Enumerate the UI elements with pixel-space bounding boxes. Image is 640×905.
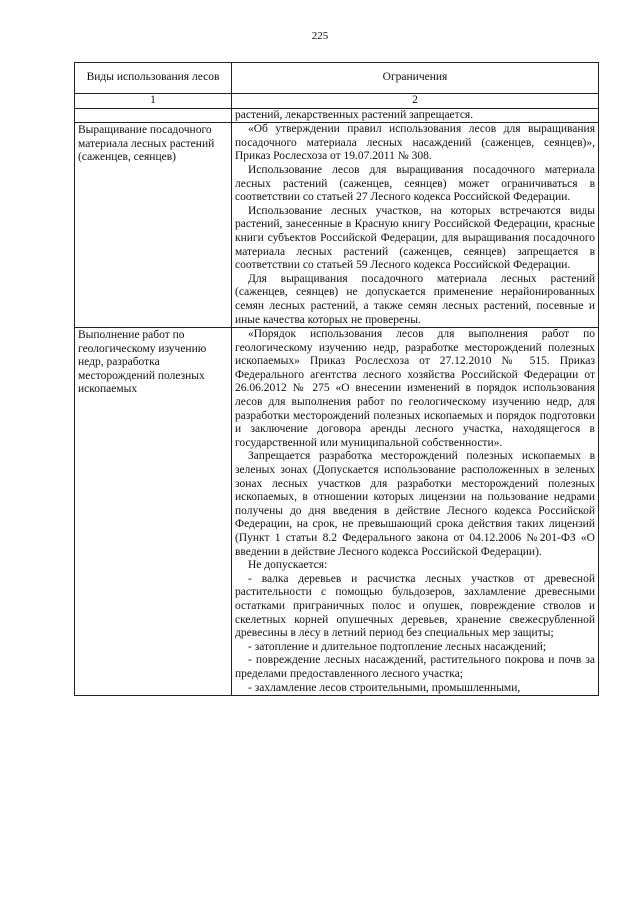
paragraph: - захламление лесов строительными, промышленными, [248,681,521,694]
paragraph: Использование лесных участков, на которых встречаются виды растений, занесенные в Красную книгу Российской Федерации, красные книги субъектов Российской Федерации, для выращивания посадочного материала лесных растений (саженцев, сеянцев) запрещается в соответствии со статьей 59 Лесного кодекса Российской Федерации. [235,204,595,272]
table-row [75,108,599,123]
paragraph: Для выращивания посадочного материала лесных растений (саженцев, сеянцев) не допускается применение нерайонированных семян лесных растений, а также семян лесных растений, посевные и иные качества которых не проверены. [235,272,595,326]
paragraph: Не допускается: [248,559,328,572]
header-usage-types: Виды использования лесов [75,63,232,94]
paragraph: «Порядок использования лесов для выполнения работ по геологическому изучению недр, разработке месторождений полезных ископаемых» Приказ Рослесхоза от 27.12.2010 № 515. Приказ Федерального агентства лесного хозяйства Российской Федерации от 26.06.2012 № 275 «О внесении изменений в порядок использования лесов для выполнения работ по геологическому изучению недр, для разработки месторождений полезных ископаемых и порядок подготовки и заключение договора аренды лесного участка, находящегося в государственной или муниципальной собственности». [235,328,595,449]
paragraph: - затопление и длительное подтопление лесных насаждений; [248,640,547,653]
table-row [75,328,599,696]
continued-text: растений, лекарственных растений запрещается. [235,108,474,121]
page-number: 225 [311,30,329,42]
restrictions-cell [232,328,599,696]
usage-type-cell: Выполнение работ по геологическому изучению недр, разработка месторождений полезных ископаемых [75,328,232,696]
usage-type-cell: Выращивание посадочного материала лесных растений (саженцев, сеянцев) [75,123,232,328]
paragraph: - валка деревьев и расчистка лесных участков от древесной растительности с помощью бульдозеров, захламление древесными остатками приграничных полос и опушек, повреждение стволов и скелетных корней опушечных деревьев, хранение свежесрубленной древесины в лесу в летний период без специальных мер защиты; [235,572,595,640]
paragraph: Использование лесов для выращивания посадочного материала лесных растений (саженцев, сеянцев) может ограничиваться в соответствии со статьей 27 Лесного кодекса Российской Федерации. [235,163,595,204]
table-row [75,123,599,328]
table-header-row [75,63,599,94]
usage-type-cell-empty [75,108,232,123]
column-number-1: 1 [75,94,232,109]
header-restrictions: Ограничения [232,63,599,94]
restrictions-cell [232,108,599,123]
column-number-2: 2 [232,94,599,109]
restrictions-cell [232,123,599,328]
paragraph: Запрещается разработка месторождений полезных ископаемых в зеленых зонах (Допускается использование расположенных в зеленых зонах лесных участков для разработки месторождений полезных ископаемых, в отношении которых лицензии на пользование недрами получены до дня введения в действие Лесного кодекса Российской Федерации, на срок, не превышающий срока действия таких лицензий (Пункт 1 статьи 8.2 Федерального закона от 04.12.2006 №201-ФЗ «О введении в действие Лесного кодекса Российской Федерации). [235,450,595,558]
restrictions-table [74,62,599,696]
paragraph: «Об утверждении правил использования лесов для выращивания посадочного материала лесных насаждений (саженцев, сеянцев)», Приказ Рослесхоза от 19.07.2011 № 308. [235,123,595,163]
paragraph: - повреждение лесных насаждений, растительного покрова и почв за пределами предоставленного лесного участка; [235,654,595,680]
column-number-row [75,94,599,109]
